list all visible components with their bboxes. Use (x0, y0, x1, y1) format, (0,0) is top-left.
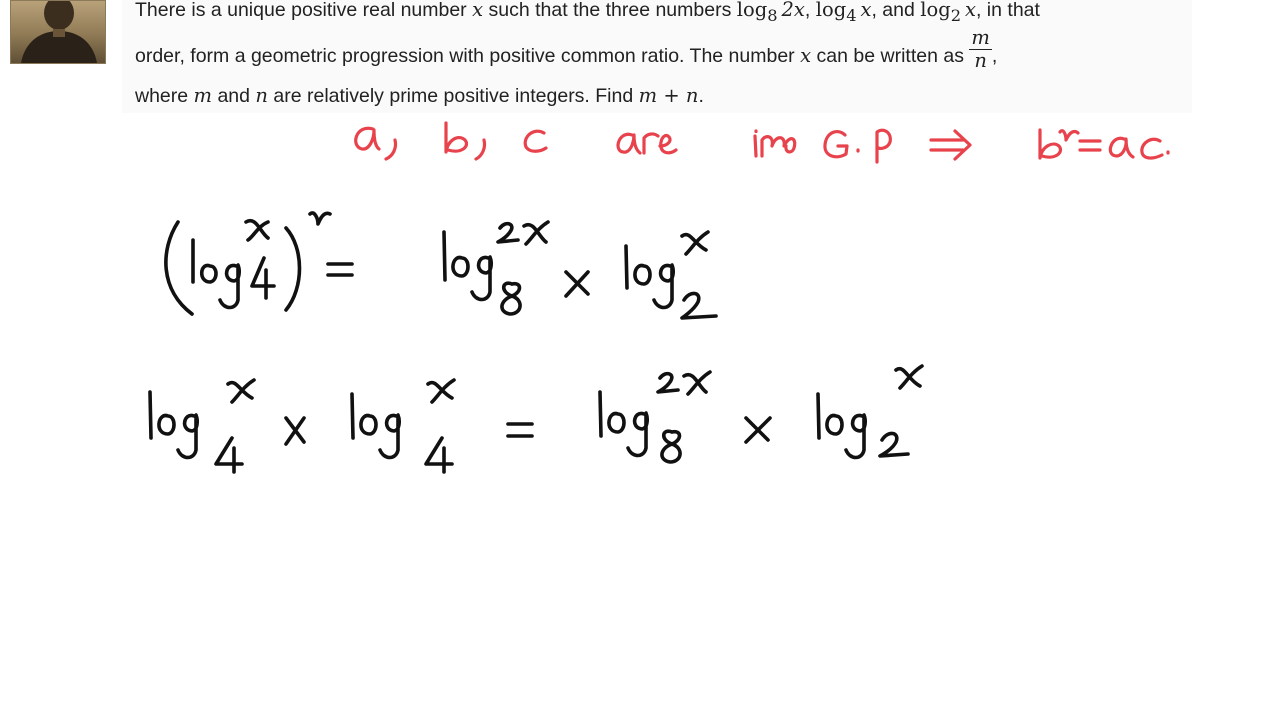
math-var: m (193, 83, 213, 107)
problem-line-1: There is a unique positive real number x such that the three numbers $\log_8 2x$, $\log_4 x$, and $\log_2 x$, in that (135, 0, 1040, 25)
math-base: 4 (846, 5, 857, 25)
equation-line-1 (166, 213, 352, 314)
math-var: x (472, 0, 484, 21)
text-span: such that the three numbers (483, 0, 737, 21)
math-arg: 2x (781, 0, 805, 21)
text-span: . (698, 84, 704, 107)
text-span: , and (871, 0, 921, 21)
text-span: There is a unique positive real number (135, 0, 473, 21)
math-arg: x (860, 0, 872, 21)
text-span: where (135, 84, 194, 107)
text-span: can be written as (811, 44, 970, 67)
red-annotation-gp-rule (356, 123, 1168, 162)
math-log: log (920, 0, 951, 21)
math-base: 8 (767, 5, 778, 25)
text-span: , (991, 44, 998, 67)
text-span: order, form a geometric progression with positive common ratio. The number (135, 44, 801, 67)
math-log: log (815, 0, 847, 21)
math-base: 2 (950, 5, 962, 25)
fraction-numerator: m (971, 26, 990, 50)
math-var: n (685, 83, 699, 107)
text-span: , in that (975, 0, 1040, 21)
math-arg: x (964, 0, 976, 21)
math-var: n (255, 83, 268, 107)
text-span: and (212, 84, 256, 107)
math-op: + (657, 83, 686, 107)
equation-line-2 (150, 366, 922, 472)
math-var: m (638, 83, 658, 107)
equation-line-1-rhs (444, 222, 716, 318)
text-span: are relatively prime positive integers. Find (267, 84, 639, 107)
math-var: x (800, 43, 812, 67)
fraction-denominator: n (974, 49, 987, 73)
math-log: log (736, 0, 768, 21)
